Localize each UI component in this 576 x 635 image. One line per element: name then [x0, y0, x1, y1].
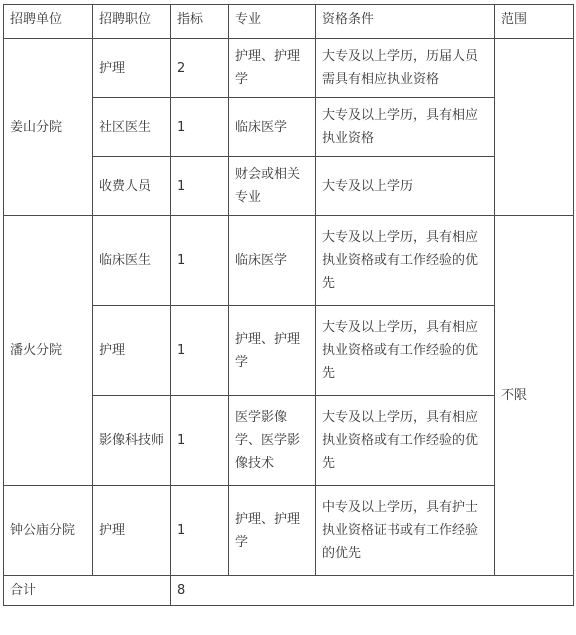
quota-cell: 1 [171, 157, 229, 216]
unit-cell: 姜山分院 [4, 39, 93, 216]
requirement-cell: 中专及以上学历，具有护士执业资格证书或有工作经验的优先 [316, 486, 495, 576]
position-cell: 影像科技师 [93, 396, 171, 486]
total-row [4, 576, 574, 606]
major-cell: 护理、护理学 [229, 39, 316, 98]
header-scope: 范围 [495, 5, 574, 39]
header-requirement: 资格条件 [316, 5, 495, 39]
major-cell: 临床医学 [229, 216, 316, 306]
major-cell: 临床医学 [229, 98, 316, 157]
position-cell: 护理 [93, 486, 171, 576]
position-cell: 护理 [93, 39, 171, 98]
requirement-cell: 大专及以上学历，具有相应执业资格或有工作经验的优先 [316, 216, 495, 306]
header-major: 专业 [229, 5, 316, 39]
unit-cell: 潘火分院 [4, 216, 93, 486]
position-cell: 收费人员 [93, 157, 171, 216]
quota-cell: 1 [171, 306, 229, 396]
requirement-cell: 大专及以上学历，历届人员需具有相应执业资格 [316, 39, 495, 98]
requirement-cell: 大专及以上学历，具有相应执业资格 [316, 98, 495, 157]
quota-cell: 1 [171, 216, 229, 306]
quota-cell: 1 [171, 486, 229, 576]
major-cell: 护理、护理学 [229, 306, 316, 396]
unit-cell: 钟公庙分院 [4, 486, 93, 576]
position-cell: 护理 [93, 306, 171, 396]
requirement-cell: 大专及以上学历 [316, 157, 495, 216]
table-row [4, 216, 574, 306]
table-header-row [4, 5, 574, 39]
quota-cell: 1 [171, 396, 229, 486]
recruitment-table [3, 4, 574, 606]
quota-cell: 2 [171, 39, 229, 98]
major-cell: 医学影像学、医学影像技术 [229, 396, 316, 486]
total-value: 8 [171, 576, 574, 606]
header-quota: 指标 [171, 5, 229, 39]
major-cell: 护理、护理学 [229, 486, 316, 576]
scope-cell-top [495, 39, 574, 216]
position-cell: 社区医生 [93, 98, 171, 157]
total-label: 合计 [4, 576, 171, 606]
major-cell: 财会或相关专业 [229, 157, 316, 216]
header-unit: 招聘单位 [4, 5, 93, 39]
table-row [4, 486, 574, 576]
table-row [4, 39, 574, 98]
requirement-cell: 大专及以上学历，具有相应执业资格或有工作经验的优先 [316, 306, 495, 396]
scope-cell: 不限 [495, 216, 574, 576]
position-cell: 临床医生 [93, 216, 171, 306]
quota-cell: 1 [171, 98, 229, 157]
requirement-cell: 大专及以上学历，具有相应执业资格或有工作经验的优先 [316, 396, 495, 486]
header-position: 招聘职位 [93, 5, 171, 39]
